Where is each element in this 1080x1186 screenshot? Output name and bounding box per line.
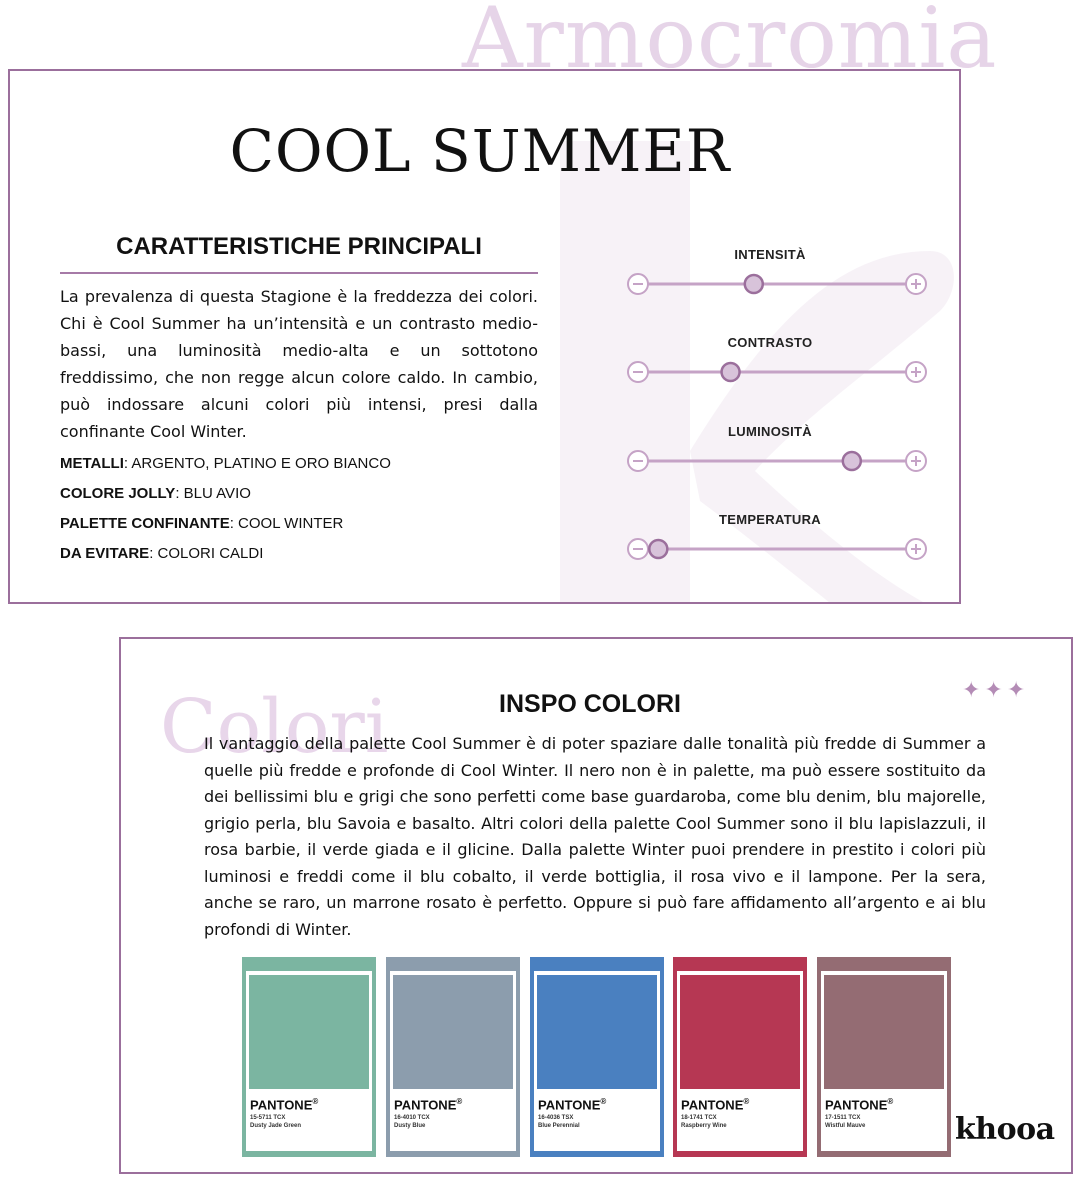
slider-knob bbox=[649, 540, 667, 558]
swatch-name: Wistful Mauve bbox=[825, 1123, 866, 1129]
swatch-color bbox=[680, 975, 800, 1089]
season-title: COOL SUMMER bbox=[229, 117, 731, 185]
swatch-code: 16-4010 TCX bbox=[394, 1115, 430, 1121]
inspo-heading: INSPO COLORI bbox=[499, 690, 681, 718]
slider-label: CONTRASTO bbox=[727, 335, 813, 350]
swatch-brand: PANTONE® bbox=[538, 1097, 607, 1113]
slider-track bbox=[610, 357, 940, 387]
decorative-title-colori: Colori bbox=[160, 684, 389, 770]
swatch-card bbox=[821, 971, 947, 1151]
pantone-swatch-wistful-mauve bbox=[817, 957, 951, 1157]
swatch-card bbox=[390, 971, 516, 1151]
slider-knob bbox=[722, 363, 740, 381]
brand-logo: khooa bbox=[955, 1112, 1055, 1147]
swatch-code: 17-1511 TCX bbox=[825, 1115, 861, 1121]
swatch-code: 16-4036 TSX bbox=[538, 1115, 574, 1121]
pantone-swatch-dusty-blue bbox=[386, 957, 520, 1157]
slider-label: LUMINOSITÀ bbox=[728, 424, 812, 439]
swatch-brand: PANTONE® bbox=[250, 1097, 319, 1113]
slider-knob bbox=[745, 275, 763, 293]
slider-brightness bbox=[610, 424, 940, 484]
swatch-color bbox=[393, 975, 513, 1089]
season-description: La prevalenza di questa Stagione è la freddezza dei colori. Chi è Cool Summer ha un’intensità e un contrasto medio-bassi, una luminosità medio-alta e un sottotono freddissimo, che non regge alcun colore caldo. In cambio, può indossare alcuni colori più intensi, presi dalla confinante Cool Winter. bbox=[60, 287, 538, 441]
section-heading: CARATTERISTICHE PRINCIPALI bbox=[60, 233, 538, 274]
swatch-brand: PANTONE® bbox=[681, 1097, 750, 1113]
slider-knob bbox=[843, 452, 861, 470]
swatch-brand: PANTONE® bbox=[394, 1097, 463, 1113]
swatch-name: Dusty Blue bbox=[394, 1123, 426, 1129]
spec-list bbox=[60, 449, 540, 569]
decorative-title-armocromia: Armocromia bbox=[462, 0, 998, 87]
profile-card bbox=[8, 69, 961, 604]
pantone-swatch-raspberry-wine bbox=[673, 957, 807, 1157]
pantone-swatch-blue-perennial bbox=[530, 957, 664, 1157]
slider-track bbox=[610, 534, 940, 564]
swatch-brand: PANTONE® bbox=[825, 1097, 894, 1113]
swatch-card bbox=[246, 971, 372, 1151]
spec-jolly-color: COLORE JOLLY: BLU AVIO bbox=[60, 485, 251, 502]
swatch-color bbox=[824, 975, 944, 1089]
swatch-color bbox=[249, 975, 369, 1089]
swatch-color bbox=[537, 975, 657, 1089]
spec-neighbor-palette: PALETTE CONFINANTE: COOL WINTER bbox=[60, 515, 344, 532]
sparkle-icon: ✦✦✦ bbox=[962, 678, 1030, 703]
slider-contrast bbox=[610, 335, 940, 395]
slider-track bbox=[610, 446, 940, 476]
spec-metals: METALLI: ARGENTO, PLATINO E ORO BIANCO bbox=[60, 455, 391, 472]
swatch-card bbox=[534, 971, 660, 1151]
pantone-swatch-dusty-jade-green bbox=[242, 957, 376, 1157]
swatch-name: Raspberry Wine bbox=[681, 1123, 727, 1129]
spec-avoid: DA EVITARE: COLORI CALDI bbox=[60, 545, 264, 562]
inspo-text: Il vantaggio della palette Cool Summer è di poter spaziare dalle tonalità più fredde di Summer a quelle più fredde e profonde di Cool Winter. Il nero non è in palette, ma può essere sostituito da dei bellissimi blu e grigi che sono perfetti come base guardaroba, come blu denim, blu majorelle, grigio perla, blu Savoia e basalto. Altri colori della palette Cool Summer sono il blu lapislazzuli, il rosa barbie, il verde giada e il glicine. Dalla palette Winter puoi prendere in prestito i colori più luminosi e freddi come il blu cobalto, il verde bottiglia, il rosa vivo e il lampone. Per la sera, anche se raro, un marrone rosato è perfetto. Oppure si può fare affidamento all’argento e ai blu profondi di Winter. bbox=[204, 734, 986, 939]
swatch-name: Dusty Jade Green bbox=[250, 1123, 302, 1129]
swatch-code: 18-1741 TCX bbox=[681, 1115, 717, 1121]
swatch-name: Blue Perennial bbox=[538, 1123, 580, 1129]
swatch-code: 15-5711 TCX bbox=[250, 1115, 286, 1121]
slider-track bbox=[610, 269, 940, 299]
swatch-card bbox=[677, 971, 803, 1151]
slider-label: INTENSITÀ bbox=[734, 247, 806, 262]
slider-intensity bbox=[610, 247, 940, 307]
slider-temperature bbox=[610, 512, 940, 572]
slider-label: TEMPERATURA bbox=[719, 512, 821, 527]
